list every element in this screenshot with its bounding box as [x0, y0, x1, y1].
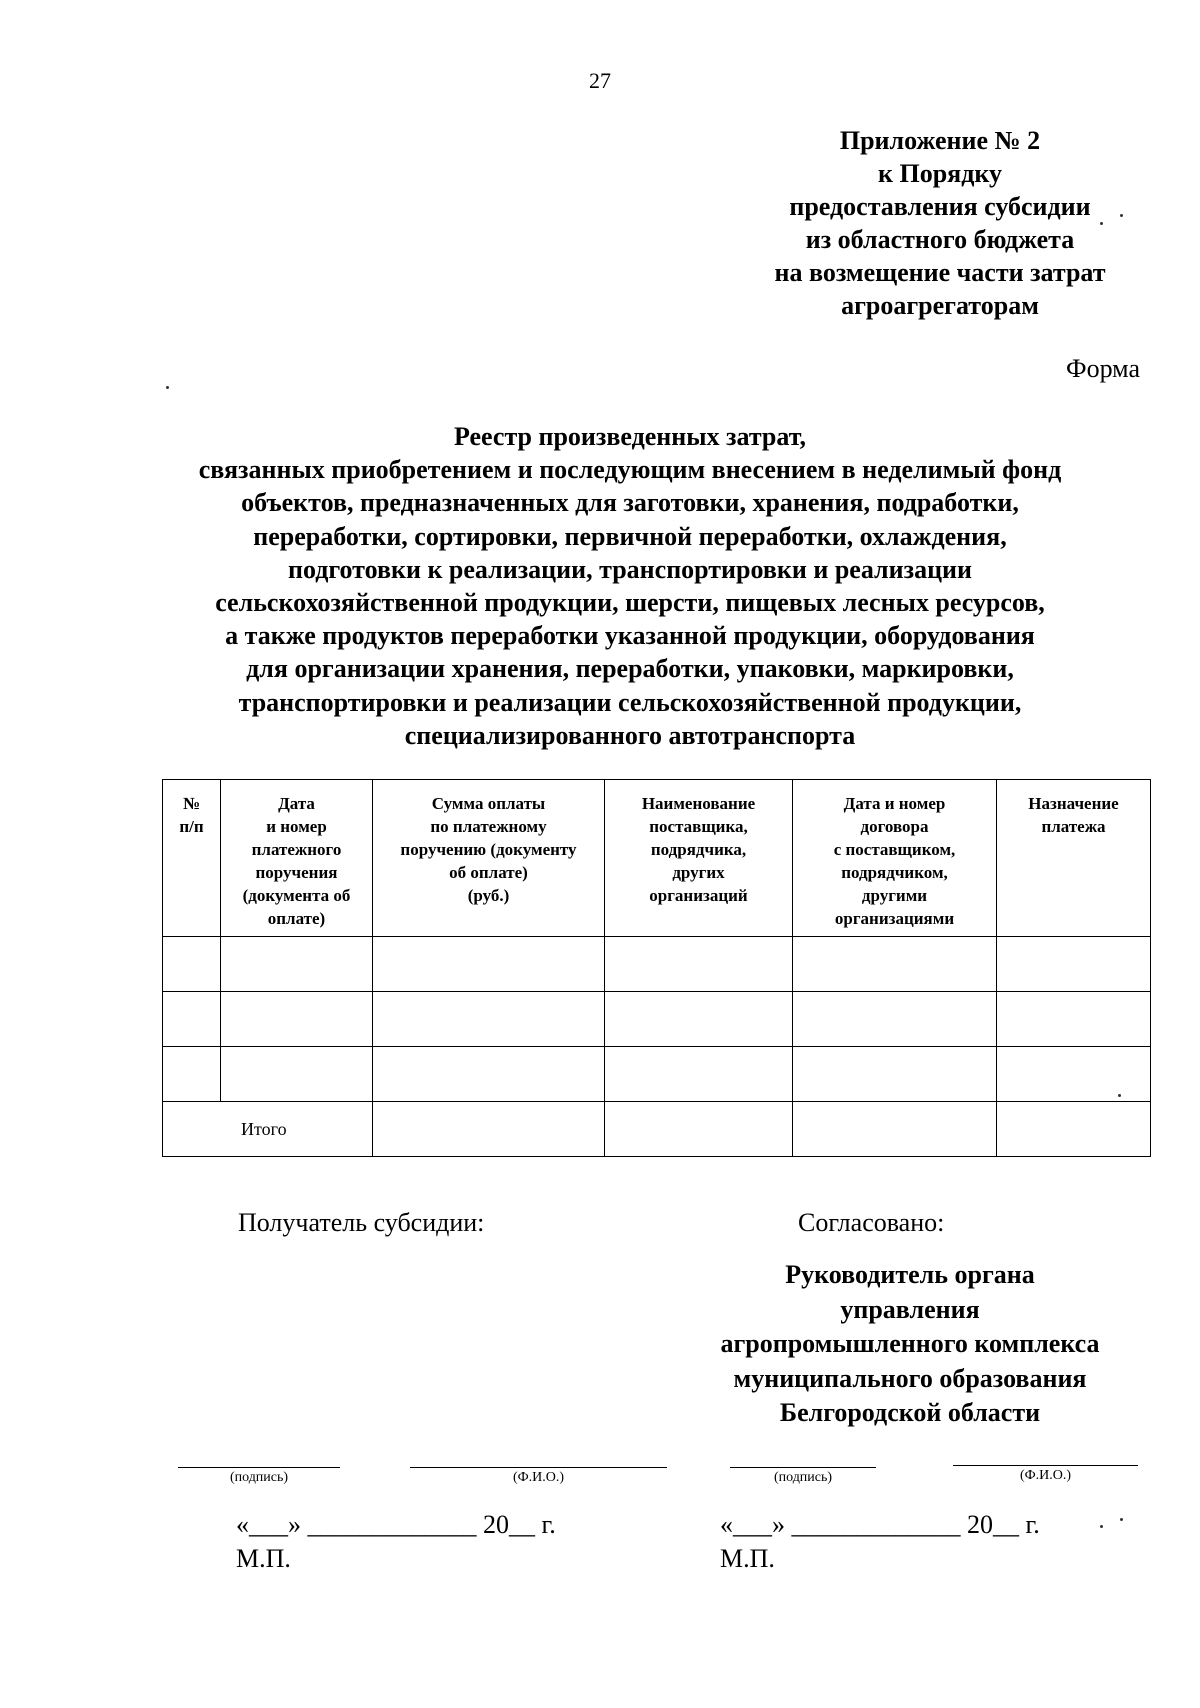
title-line: переработки, сортировки, первичной переработки, охлаждения, [253, 521, 1007, 551]
form-label: Форма [1066, 354, 1140, 383]
total-row [163, 1102, 1151, 1157]
header-row-number: № п/п [163, 780, 221, 937]
scan-speck [1118, 1094, 1121, 1097]
authority-line: Белгородской области [779, 1398, 1041, 1427]
authority-line: агропромышленного комплекса [720, 1329, 1100, 1358]
document-title [150, 420, 1110, 752]
total-label: Итого [163, 1102, 373, 1157]
table-cell[interactable] [605, 1047, 793, 1102]
table-cell[interactable] [605, 937, 793, 992]
agreed-stamp-place: М.П. [720, 1544, 775, 1573]
header-payment-order: Дата и номер платежного поручения (документа об оплате) [221, 780, 373, 937]
appendix-line: агроагрегаторам [841, 291, 1039, 320]
title-line: сельскохозяйственной продукции, шерсти, пищевых лесных ресурсов, [215, 588, 1045, 618]
recipient-date-line[interactable]: «___» _____________ 20__ г. [236, 1510, 556, 1539]
title-line: специализированного автотранспорта [404, 720, 856, 750]
expense-register-table [162, 779, 1151, 1157]
table-cell[interactable] [373, 1047, 605, 1102]
table-cell[interactable] [221, 1047, 373, 1102]
agreed-name-caption: (Ф.И.О.) [1019, 1468, 1072, 1483]
authority-line: Руководитель органа [785, 1260, 1035, 1289]
title-line: транспортировки и реализации сельскохозяйственной продукции, [238, 687, 1022, 717]
scan-speck [166, 386, 169, 389]
table-cell[interactable] [163, 992, 221, 1047]
table-cell[interactable] [793, 1047, 997, 1102]
recipient-name-caption: (Ф.И.О.) [512, 1470, 565, 1485]
header-contract: Дата и номер договора с поставщиком, подрядчиком, другими организациями [793, 780, 997, 937]
table-cell[interactable] [163, 937, 221, 992]
table-cell[interactable] [373, 992, 605, 1047]
table-cell[interactable] [605, 992, 793, 1047]
agreed-label: Согласовано: [798, 1208, 945, 1237]
table-cell[interactable] [221, 937, 373, 992]
appendix-line: предоставления субсидии [789, 192, 1091, 221]
page-number: 27 [589, 68, 611, 93]
appendix-line: из областного бюджета [805, 225, 1075, 254]
table-cell[interactable] [793, 992, 997, 1047]
agreed-date-line[interactable]: «___» _____________ 20__ г. [720, 1510, 1040, 1539]
title-line: а также продуктов переработки указанной продукции, оборудования [225, 621, 1035, 651]
appendix-line: Приложение № 2 [839, 126, 1041, 155]
header-payment-amount: Сумма оплаты по платежному поручению (документу об оплате) (руб.) [373, 780, 605, 937]
header-supplier-name: Наименование поставщика, подрядчика, других организаций [605, 780, 793, 937]
title-line: Реестр произведенных затрат, [453, 422, 807, 451]
appendix-header [690, 124, 1190, 322]
authority-line: управления [840, 1294, 980, 1324]
authority-line: муниципального образования [733, 1363, 1087, 1393]
total-amount-cell[interactable] [373, 1102, 605, 1157]
table-cell[interactable] [997, 1102, 1151, 1157]
scan-speck [1100, 222, 1103, 225]
recipient-label: Получатель субсидии: [238, 1208, 485, 1237]
appendix-line: к Порядку [878, 159, 1002, 188]
table-cell[interactable] [793, 937, 997, 992]
recipient-name-line[interactable] [410, 1467, 667, 1468]
recipient-stamp-place: М.П. [236, 1544, 291, 1573]
title-line: объектов, предназначенных для заготовки, хранения, подработки, [241, 488, 1019, 518]
scan-speck [1120, 1518, 1123, 1521]
table-header-row [163, 780, 1151, 937]
appendix-line: на возмещение части затрат [774, 258, 1106, 287]
title-line: подготовки к реализации, транспортировки и реализации [287, 554, 973, 584]
table-cell[interactable] [793, 1102, 997, 1157]
title-line: связанных приобретением и последующим внесением в неделимый фонд [198, 455, 1062, 485]
scan-speck [1120, 214, 1123, 217]
scan-speck [1100, 1525, 1103, 1528]
header-payment-purpose: Назначение платежа [997, 780, 1151, 937]
agreed-signature-line[interactable] [730, 1467, 876, 1468]
agreed-authority [700, 1258, 1120, 1431]
table-cell[interactable] [997, 1047, 1151, 1102]
recipient-signature-caption: (подпись) [229, 1470, 289, 1485]
table-cell[interactable] [997, 937, 1151, 992]
agreed-name-line[interactable] [953, 1465, 1138, 1466]
table-row [163, 937, 1151, 992]
table-row [163, 992, 1151, 1047]
agreed-signature-caption: (подпись) [773, 1470, 833, 1485]
table-cell[interactable] [997, 992, 1151, 1047]
title-line: для организации хранения, переработки, упаковки, маркировки, [246, 654, 1014, 684]
table-cell[interactable] [373, 937, 605, 992]
table-cell[interactable] [221, 992, 373, 1047]
table-row [163, 1047, 1151, 1102]
recipient-signature-line[interactable] [178, 1467, 340, 1468]
table-cell[interactable] [605, 1102, 793, 1157]
table-cell[interactable] [163, 1047, 221, 1102]
